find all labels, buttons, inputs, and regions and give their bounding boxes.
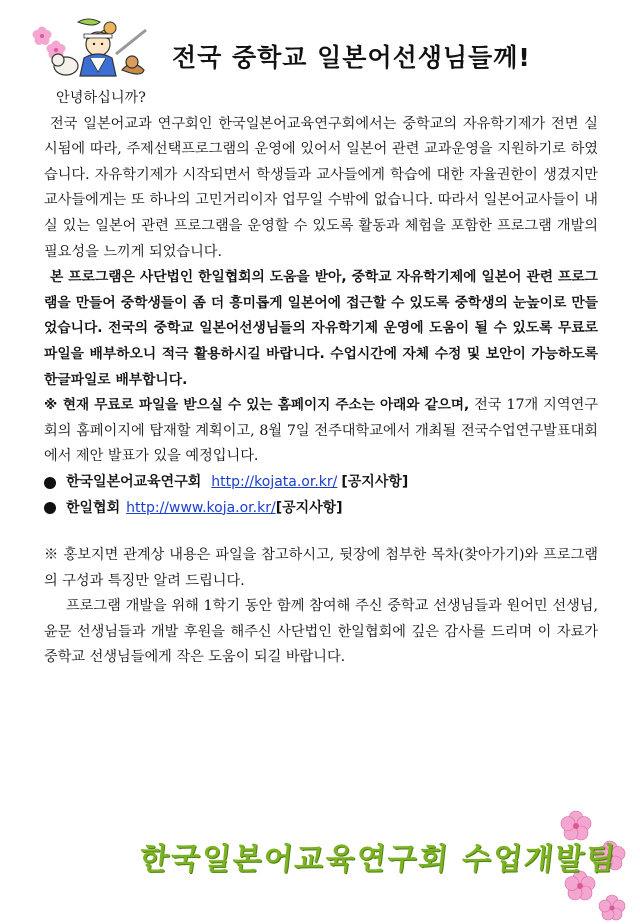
- paragraph-program: 본 프로그램은 사단법인 한일협회의 도움을 받아, 중학교 자유학기제에 일본어 관련 프로그램을 만들어 중학생들이 좀 더 흥미롭게 일본어에 접근할 수 있도록 중학생의 눈높이로 만들었습니다. 전국의 중학교 일본어선생님들의 자유학기제 운영에 도움이 될 수 있도록 무료로 파일을 배부하오니 적극 활용하시길 바랍니다. 수업시간에 자체 수정 및 보안이 가능하도록 한글파일로 배부합니다.: [44, 269, 598, 388]
- bullet-icon: [44, 502, 56, 514]
- koja-link[interactable]: http://www.koja.or.kr/: [126, 499, 276, 516]
- footer-signature: 한국일본어교육연구회 수업개발팀: [137, 842, 619, 877]
- link-row-koja: [44, 496, 598, 522]
- header: [0, 0, 640, 90]
- letter-body: [44, 86, 598, 671]
- spacer: [44, 521, 598, 543]
- org-name: 한일협회: [66, 499, 121, 516]
- homepage-note-rest: 전국 17개 지역연구회의 홈페이지에 탑재할 계획이고, 8월 7일 전주대학교에서 개최될 전국수업연구발표대회에서 제안 발표가 있을 예정입니다.: [44, 397, 598, 465]
- link-note: [공지사항]: [275, 499, 343, 516]
- paragraph-toc-note: ※ 홍보지면 관계상 내용은 파일을 참고하시고, 뒷장에 첨부한 목차(찾아가기)와 프로그램의 구성과 특징만 알려 드립니다.: [44, 547, 598, 589]
- kojata-link[interactable]: http://kojata.or.kr/: [211, 473, 338, 490]
- greeting: 안녕하십니까?: [56, 90, 146, 106]
- link-note: [공지사항]: [341, 473, 409, 490]
- org-name: 한국일본어교육연구회: [66, 473, 202, 490]
- paragraph-thanks: 프로그램 개발을 위해 1학기 동안 함께 참여해 주신 중학교 선생님들과 원어민 선생님, 윤문 선생님들과 개발 후원을 해주신 사단법인 한일협회에 깊은 감사를 드리며 이 자료가 중학교 선생님들에게 작은 도움이 되길 바랍니다.: [44, 598, 598, 666]
- momotaro-mascot-icon: [26, 14, 166, 80]
- homepage-note-bold: ※ 현재 무료로 파일을 받으실 수 있는 홈페이지 주소는 아래와 같으며,: [44, 397, 470, 414]
- paragraph-homepage: [44, 393, 598, 470]
- page-title: 전국 중학교 일본어선생님들께!: [172, 43, 531, 72]
- bullet-icon: [44, 477, 56, 489]
- paragraph-intro: 전국 일본어교과 연구회인 한국일본어교육연구회에서는 중학교의 자유학기제가 전면 실시됨에 따라, 주제선택프로그램의 운영에 있어서 일본어 관련 교과운영을 지원하기로 하였습니다. 자유학기제가 시작되면서 학생들과 교사들에게 학습에 대한 자율권한이 생겼지만 교사들에게는 또 하나의 고민거리이자 업무일 수밖에 없습니다. 따라서 일본어교사들이 내실 있는 일본어 관련 프로그램을 운영할 수 있도록 활동과 체험을 포함한 프로그램 개발의 필요성을 느끼게 되었습니다.: [44, 115, 598, 260]
- link-row-kojata: [44, 470, 598, 496]
